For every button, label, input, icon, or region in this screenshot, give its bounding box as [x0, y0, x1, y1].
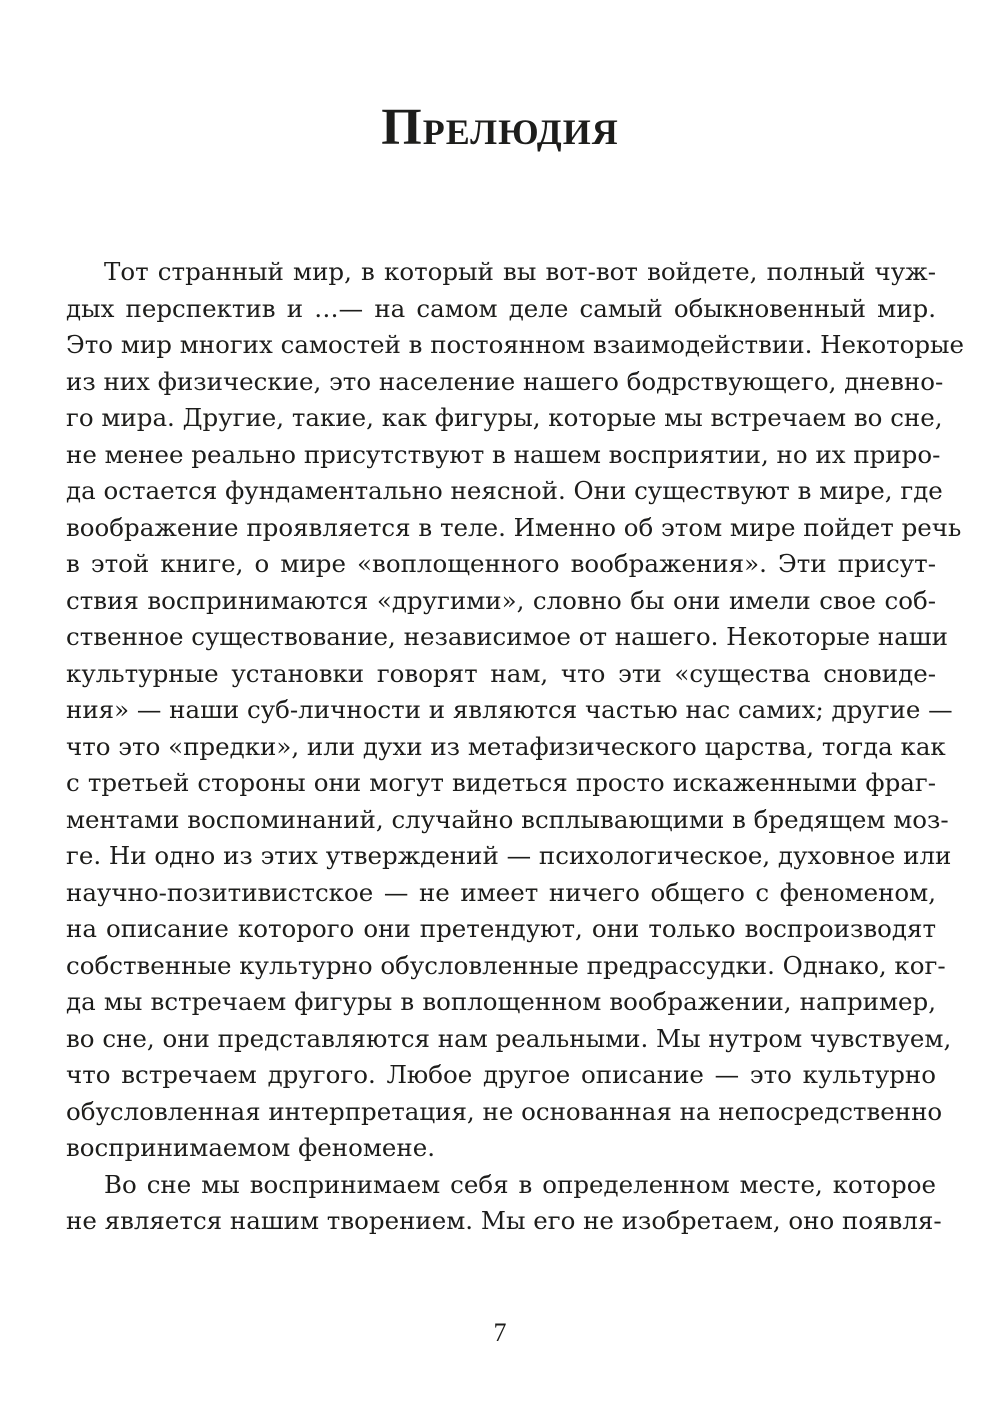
- text-line: из них физические, это население нашего бодрствующего, дневно-: [66, 366, 944, 396]
- text-line: обусловленная интерпретация, не основанная на непосредственно: [66, 1096, 943, 1126]
- text-line: во сне, они представляются нам реальными. Мы нутром чувствуем,: [66, 1023, 952, 1053]
- text-line: в этой книге, о мире «воплощенного воображения». Эти присут-: [66, 549, 936, 578]
- text-line: го мира. Другие, такие, как фигуры, которые мы встречаем во сне,: [66, 403, 943, 432]
- text-line: не менее реально присутствуют в нашем восприятии, но их приро-: [66, 439, 941, 469]
- text-line: ния» — наши суб-личности и являются частью нас самих; другие —: [66, 695, 953, 724]
- text-line: ге. Ни одно из этих утверждений — психологическое, духовное или: [66, 841, 952, 870]
- page-title: Прелюдия: [381, 99, 619, 156]
- text-line: на описание которого они претендуют, они только воспроизводят: [66, 914, 936, 943]
- text-line: воспринимаемом феномене.: [66, 1133, 436, 1162]
- text-line: что это «предки», или духи из метафизического царства, тогда как: [66, 731, 946, 761]
- text-line: Тот странный мир, в который вы вот-вот войдете, полный чуж-: [104, 257, 936, 286]
- text-line: что встречаем другого. Любое другое описание — это культурно: [66, 1060, 936, 1089]
- text-line: воображение проявляется в теле. Именно об этом мире пойдет речь: [66, 512, 962, 542]
- text-line: ственное существование, независимое от нашего. Некоторые наши: [66, 622, 948, 651]
- text-line: собственные культурно обусловленные предрассудки. Однако, ког-: [66, 950, 946, 980]
- text-line: научно-позитивистское — не имеет ничего общего с феноменом,: [66, 877, 936, 907]
- paragraph-1: [66, 254, 965, 1167]
- text-line: с третьей стороны они могут видеться просто искаженными фраг-: [66, 768, 936, 797]
- text-line: ствия воспринимаются «другими», словно бы они имели свое соб-: [66, 585, 936, 615]
- body-text: [66, 254, 965, 1240]
- text-line: да мы встречаем фигуры в воплощенном воображении, например,: [66, 987, 936, 1016]
- page-number: 7: [493, 1318, 507, 1347]
- paragraph-2: [66, 1167, 942, 1240]
- text-line: Во сне мы воспринимаем себя в определенном месте, которое: [104, 1169, 936, 1199]
- text-line: ментами воспоминаний, случайно всплывающими в бредящем моз-: [66, 804, 949, 834]
- text-line: культурные установки говорят нам, что эти «существа сновиде-: [66, 658, 936, 688]
- text-line: не является нашим творением. Мы его не изобретаем, оно появля-: [66, 1206, 942, 1235]
- text-line: Это мир многих самостей в постоянном взаимодействии. Некоторые: [66, 330, 965, 359]
- text-line: да остается фундаментально неясной. Они существуют в мире, где: [66, 476, 943, 505]
- text-line: дых перспектив и …— на самом деле самый обыкновенный мир.: [66, 293, 936, 323]
